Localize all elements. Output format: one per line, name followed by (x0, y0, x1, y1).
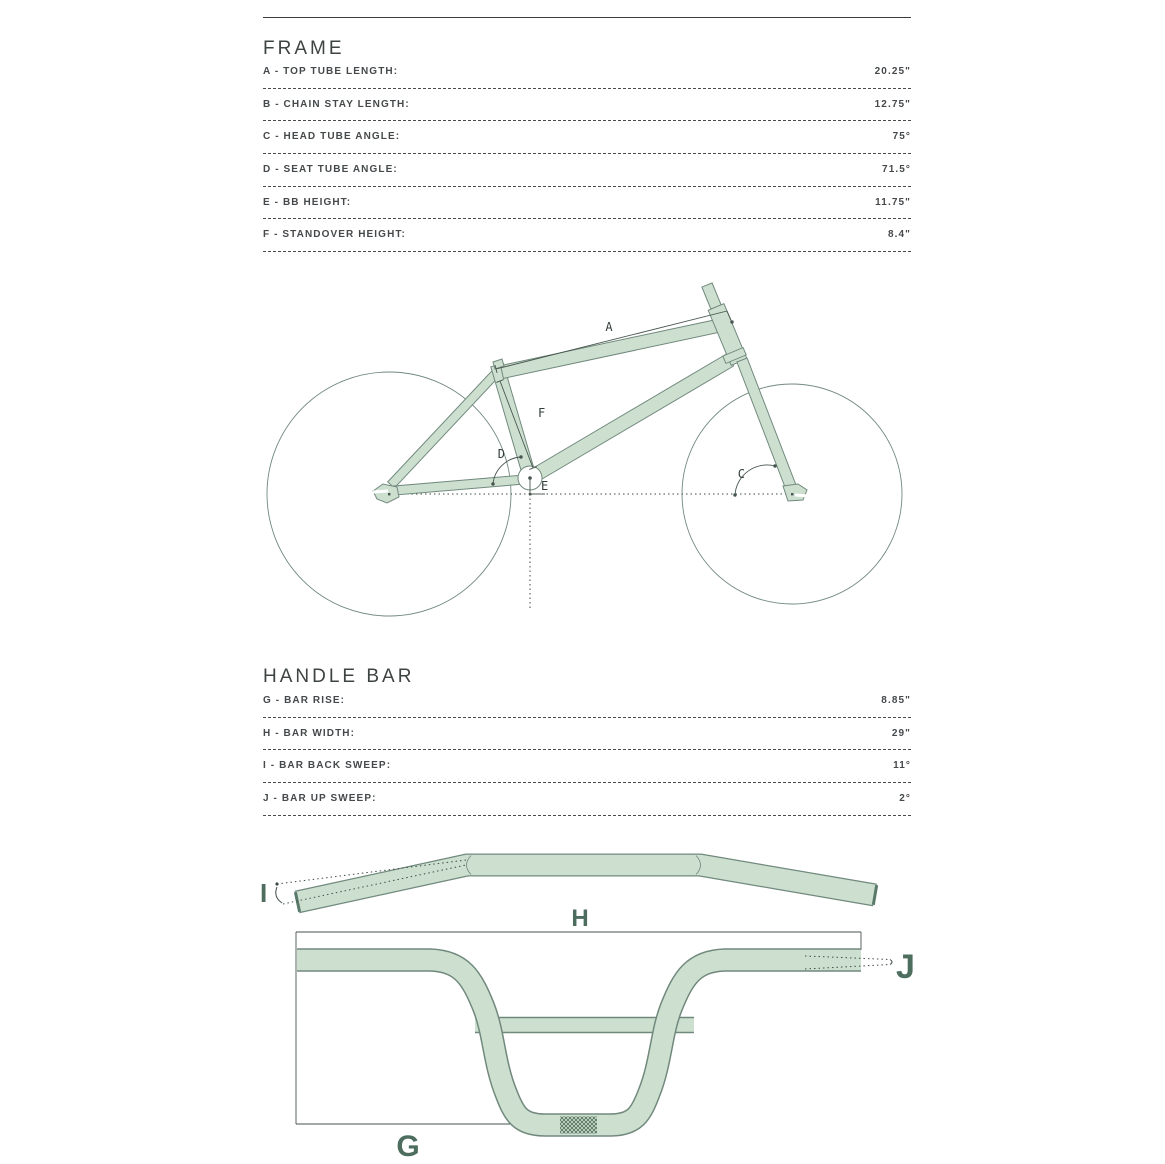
handlebar-spec-table (263, 685, 911, 816)
chain-stay (389, 475, 531, 496)
spec-label: F - STANDOVER HEIGHT: (263, 229, 406, 241)
spec-label: H - BAR WIDTH: (263, 727, 356, 739)
dim-label-rise: G (396, 1130, 420, 1163)
spec-row (263, 89, 911, 122)
handlebar-section-title: HANDLE BAR (263, 666, 415, 687)
handlebar-diagram (250, 838, 920, 1164)
spec-value: 12.75" (874, 98, 911, 110)
axle-reference-lines (389, 494, 792, 611)
down-tube (526, 354, 733, 484)
spec-row (263, 750, 911, 783)
seat-tube (491, 363, 536, 480)
spec-row (263, 154, 911, 187)
bar-front-view (296, 905, 915, 1163)
width-bracket (296, 932, 861, 950)
spec-row (263, 56, 911, 89)
spec-label: I - BAR BACK SWEEP: (263, 760, 392, 772)
spec-label: G - BAR RISE: (263, 695, 346, 706)
spec-value: 75° (892, 131, 911, 143)
spec-row (263, 121, 911, 154)
dim-label-seat-angle: D (497, 447, 505, 461)
dim-label-width: H (571, 905, 589, 932)
dim-label-up-sweep: J (896, 948, 915, 986)
spec-label: A - TOP TUBE LENGTH: (263, 66, 399, 77)
spec-value: 11.75" (875, 196, 911, 208)
rear-dropout (373, 484, 399, 503)
fork-blade (737, 358, 797, 492)
top-divider (263, 17, 911, 18)
dim-label-standover: F (538, 406, 546, 420)
dim-label-bb-height: E (541, 479, 549, 493)
spec-row (263, 685, 911, 718)
spec-value: 11° (893, 760, 911, 772)
back-sweep-dot (275, 882, 278, 885)
frame-spec-table (263, 56, 911, 252)
spec-label: E - BB HEIGHT: (263, 196, 352, 208)
rear-dropout-slot (373, 491, 388, 492)
spec-row (263, 783, 911, 816)
frame-section-title: FRAME (263, 38, 345, 59)
spec-label: C - HEAD TUBE ANGLE: (263, 131, 401, 143)
spec-label: B - CHAIN STAY LENGTH: (263, 98, 410, 110)
spec-label: D - SEAT TUBE ANGLE: (263, 164, 398, 176)
spec-row (263, 219, 911, 252)
dim-label-back-sweep: I (260, 878, 268, 908)
spec-value: 20.25" (874, 66, 911, 77)
seat-stay (388, 368, 502, 488)
dim-label-top-tube: A (605, 320, 613, 334)
spec-label: J - BAR UP SWEEP: (263, 793, 377, 805)
spec-value: 8.4" (887, 229, 911, 241)
spec-row (263, 187, 911, 220)
spec-value: 71.5° (882, 164, 911, 176)
dim-label-head-angle: C (737, 467, 745, 481)
knurl-section (560, 1117, 597, 1134)
front-dropout (783, 484, 807, 501)
spec-row (263, 718, 911, 751)
spec-value: 2° (899, 793, 911, 805)
spec-value: 29" (891, 727, 911, 739)
steerer-tube (702, 283, 721, 309)
front-dropout-slot (795, 495, 808, 496)
frame-geometry-diagram (255, 265, 915, 625)
bar-top-view (260, 856, 877, 912)
spec-value: 8.85" (881, 695, 911, 706)
